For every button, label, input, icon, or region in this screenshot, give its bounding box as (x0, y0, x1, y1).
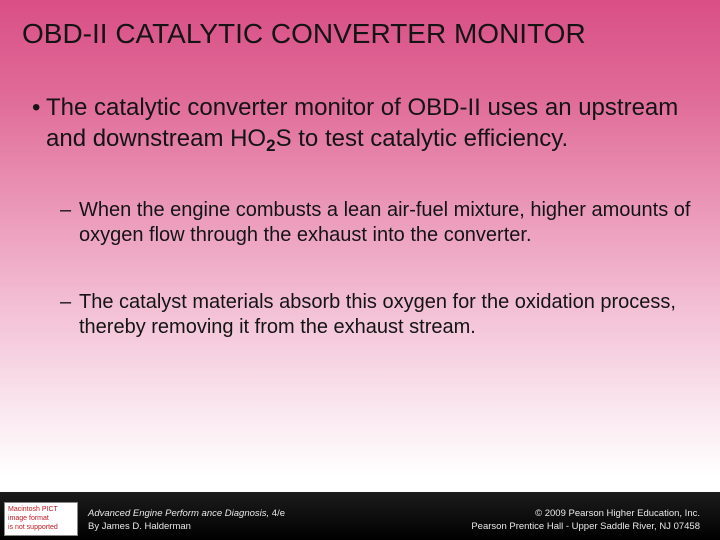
sub-bullet-text: When the engine combusts a lean air-fuel mixture, higher amounts of oxygen flow through the exhaust into the converter. (79, 199, 691, 246)
copyright: © 2009 Pearson Higher Education, Inc. (535, 508, 700, 519)
publisher: Pearson Prentice Hall - Upper Saddle River, NJ 07458 (471, 521, 700, 532)
unsupported-image-placeholder (4, 502, 78, 536)
book-title-line (88, 507, 285, 520)
logo-line: is not supported (8, 524, 58, 531)
logo-line: image format (8, 515, 49, 522)
sub-bullet (60, 198, 710, 248)
footer-copyright (471, 507, 700, 533)
main-bullet-text (46, 92, 692, 161)
sub-bullet-marker: – (60, 291, 72, 313)
author: By James D. Halderman (88, 521, 191, 532)
slide-title: OBD-II CATALYTIC CONVERTER MONITOR (22, 18, 586, 49)
book-edition: 4/e (269, 508, 285, 519)
main-bullet (32, 92, 692, 161)
sub-bullet (60, 290, 710, 340)
logo-line: Macintosh PICT (8, 506, 58, 513)
main-bullet-text-before: The catalytic converter monitor of OBD-II uses an upstream and downstream HO (46, 94, 679, 152)
bullet-marker: • (32, 94, 41, 121)
footer-book-info (88, 507, 285, 533)
main-bullet-text-after: S to test catalytic efficiency. (275, 125, 569, 152)
sub-bullet-marker: – (60, 199, 72, 221)
book-title: Advanced Engine Perform ance Diagnosis, (88, 508, 270, 519)
subscript-2: 2 (266, 136, 276, 155)
footer-bar (0, 492, 720, 540)
sub-bullet-text: The catalyst materials absorb this oxygen for the oxidation process, thereby removing it from the exhaust stream. (79, 291, 676, 338)
